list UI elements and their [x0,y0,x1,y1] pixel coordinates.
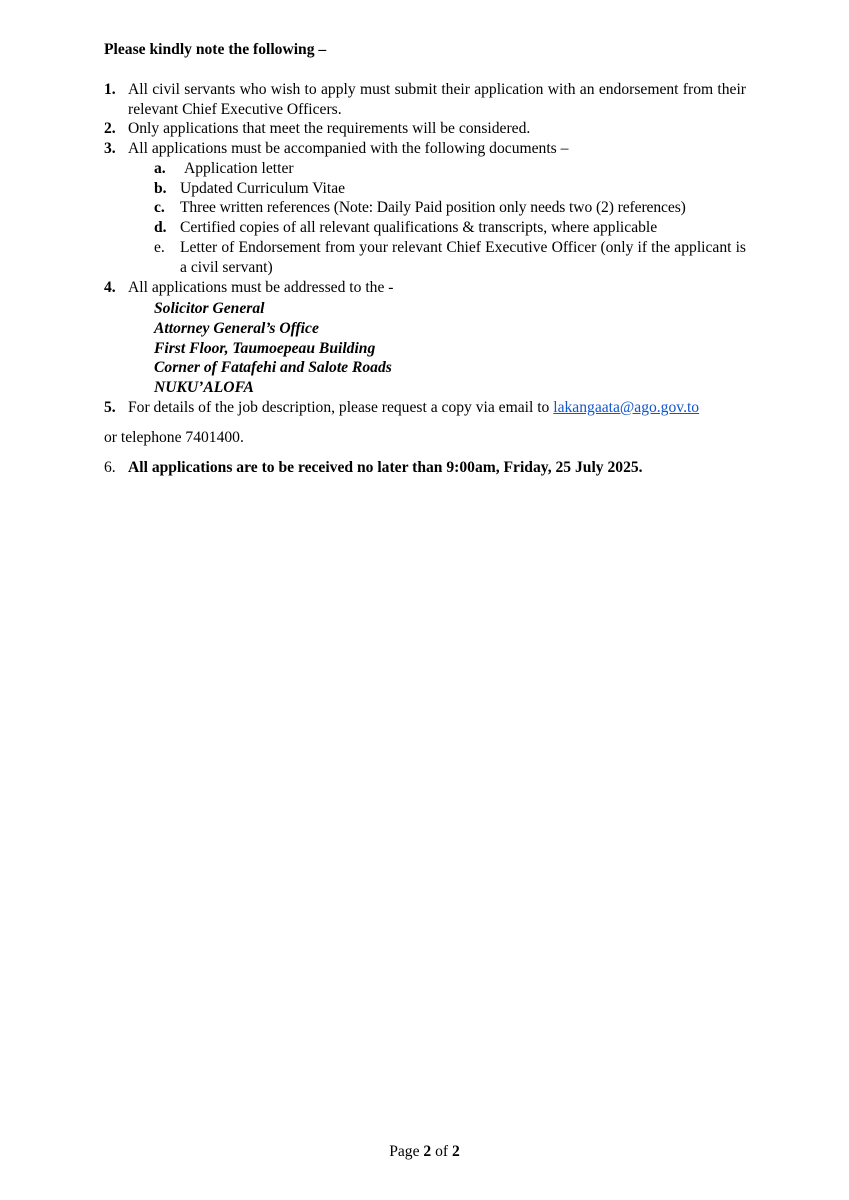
document-letter: c. [154,199,165,216]
document-letter: e. [154,239,165,256]
page-label: Page [389,1143,420,1160]
list-item-text: Only applications that meet the requirements will be considered. [128,120,531,137]
document-item-d [154,218,746,238]
document-text: Letter of Endorsement from your relevant Chief Executive Officer (only if the applicant is a civil servant) [180,239,746,276]
list-item-text: All civil servants who wish to apply must submit their application with an endorsement from their relevant Chief Executive Officers. [128,81,746,118]
document-letter: d. [154,219,167,236]
deadline-text: All applications are to be received no later than 9:00am, Friday, 25 July 2025. [128,459,643,476]
document-text: Updated Curriculum Vitae [180,180,346,197]
document-text: Three written references (Note: Daily Paid position only needs two (2) references) [180,199,686,216]
document-letter: a. [154,160,166,177]
list-number: 5. [104,399,116,416]
section-heading: Please kindly note the following – [104,41,327,58]
address-line-3: First Floor, Taumoepeau Building [154,340,376,357]
list-number: 6. [104,459,116,476]
list-item-5-continuation [104,428,746,448]
of-label: of [435,1143,449,1160]
list-number: 1. [104,81,116,98]
document-item-c [154,198,746,218]
list-item-6 [104,458,746,478]
list-number: 2. [104,120,116,137]
total-page-number: 2 [452,1143,460,1160]
address-line-4: Corner of Fatafehi and Salote Roads [154,359,392,376]
email-link[interactable]: lakangaata@ago.gov.to [553,399,700,416]
list-number: 3. [104,140,116,157]
list-item-text: All applications must be addressed to the - [128,279,394,296]
document-item-e [154,238,746,277]
document-item-a [154,159,746,179]
list-item-text: All applications must be accompanied with the following documents – [128,140,569,157]
address-line-2: Attorney General’s Office [154,320,319,337]
document-text: Certified copies of all relevant qualifications & transcripts, where applicable [180,219,658,236]
list-item-1 [104,80,746,119]
page-footer [0,1142,849,1162]
list-item-2 [104,119,746,139]
document-text: Application letter [184,160,294,177]
document-letter: b. [154,180,167,197]
list-item-text [128,398,746,418]
list-item-3 [104,139,746,159]
list-number: 4. [104,279,116,296]
contact-text: For details of the job description, please request a copy via email to [128,399,550,416]
address-line-1: Solicitor General [154,300,265,317]
telephone-text: or telephone 7401400. [104,429,244,446]
document-item-b [154,179,746,199]
current-page-number: 2 [423,1143,432,1160]
list-item-4 [104,278,746,298]
list-item-5 [104,398,746,418]
address-line-5: NUKU’ALOFA [154,379,254,396]
